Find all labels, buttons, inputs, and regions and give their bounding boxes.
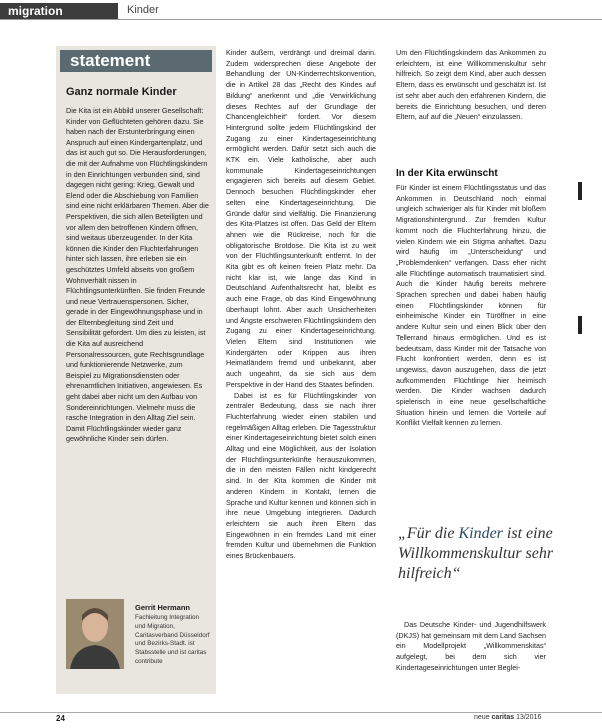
article-column-right-bottom <box>396 620 546 674</box>
page-number: 24 <box>56 714 65 723</box>
paragraph: Um den Flüchtlingskindern das Ankommen zu erleichtern, ist eine Willkommenskultur sehr hilfreich. So zeigt dem Kind, aber auch dessen Eltern, dass es erwünscht und geschätzt ist. Ist ist sehr aber auch den erfahrenen Kindern, die bereits die Einrichtung besuchen, und deren Eltern, auf auf die „Neuen“ einzulassen. <box>396 48 546 122</box>
portrait-image <box>66 599 124 669</box>
quote-highlight: Kinder <box>458 525 503 542</box>
article-column-middle <box>226 48 376 562</box>
header-divider <box>0 19 602 20</box>
pull-quote <box>398 524 588 584</box>
section-subheading: In der Kita erwünscht <box>396 168 498 179</box>
paragraph: Kinder äußern, verdrängt und dreimal darin. Zudem widersprechen diese Angebote der Behandlung der UN-Kinderrechtskonvention, die in Artikel 28 das „Recht des Kindes auf Bildung“ anerkennt und „die Verwirklichung dieses Rechtes auf der Grundlage der Chancengleichheit“ fordert. Vor diesem Hintergrund sollte jedem Flüchtlingskind der Zugang zu einer Kindertageseinrichtung ermöglicht werden. Dafür setzt sich auch die KTK ein. Viele katholische, aber auch kommunale Kindertageseinrichtungen engagieren sich bereits auf diesem Gebiet. Dennoch besuchen Flüchtlingskinder eher selten eine Kindertageseinrichtung. Die Gründe dafür sind vielfältig. Die Finanzierung des Kita-Platzes ist offen. Das Geld der Eltern ahnen wie die Rückreise, noch für die obligatorische Brotdose. Die Kita ist zu weit von der Flüchtlingsunterkunft entfernt. In der Kita gibt es oft keinen freien Platz mehr. Da nicht klar ist, wie lange das Kind in Deutschland Aufenthaltsrecht hat, bleibt es auch eine Frage, ob das Kind Eingewöhnung überhaupt lohnt. Aber auch Unsicherheiten und Ängste erschweren Flüchtlingskindern den Zugang zu einer Kindertageseinrichtung. Vielen Eltern sind Institutionen wie Kindergärten oder Krippen aus ihren Heimatländern fremd und unbekannt, aber auch ungeahnt, da sie sich aus dem Perspektive in der Hand des Staates befinden. <box>226 48 376 389</box>
footer-magazine <box>474 714 541 721</box>
article-column-right-top <box>396 48 546 123</box>
paragraph: Dabei ist es für Flüchtlingskinder von zentraler Bedeutung, dass sie nach ihrer Fluchterfahrung wieder einen stabilen und regelmäßigen Alltag erleben. Die Tagesstruktur einer Kindertageseinrichtung bietet solch einen Alltag und eine Möglichkeit, aus der Isolation der Flüchtlingsunterkünfte herauszukommen, die in den meisten Fällen nicht kindgerecht sind. In der Kita kommen die Kinder mit anderen Kindern in Kontakt, lernen die Sprache und Kultur kennen und können sich in ihre neue Umgebung integrieren. Dadurch erleichtern sie auch ihren Eltern das Eingewöhnen in ein fremdes Land mit einer fremden Kultur und übernehmen die Funktion eines Brückenbauers. <box>226 390 376 561</box>
quote-open: „Für die <box>398 525 459 542</box>
author-bio: Fachleitung Integration und Migration, Caritasverband Düsseldorf und Bezirks-Stadt. ist Stabsstelle und ist caritas contribute <box>135 614 210 665</box>
edge-marker <box>578 316 582 334</box>
article-column-right-body <box>396 183 546 429</box>
statement-banner: statement <box>60 50 212 72</box>
paragraph: Für Kinder ist einem Flüchtlingsstatus und das Ankommen in Deutschland noch einmal ungleich schwieriger als für Kinder mit bloßem Migrationshintergrund. Zur fremden Kultur kommt noch die Fluchterfahrung hinzu, die vielen Kindern wie ein Stigma anhaftet. Dazu wird häufig im „Unterscheidung“ und „Problemdenken“ verfangen. Dass eher nicht alle Flüchtlinge automatisch traumatisiert sind. Auch die Kinder häufig bereits mehrere Sprachen sprechen und dabei haben häufig einen Flüchtlingskinder können für einheimische Kinder ein Türöffner in eine andere Kultur sein und einen Blick über den Tellerrand hinaus ermöglichen. Und es ist bedeutsam, dass Kinder mit der Tatsache von Flucht konfrontiert werden, denn es ist ungewiss, davon auszugehen, dass die jetzt aufkommenden Flüchtlinge hier heimisch werden. Die Kinder wachsen dadurch spielerisch in eine neue gesellschaftliche Situation hinein und lernen die Vorteile auf Konflikt Vielfalt kennen zu lernen. <box>396 183 546 428</box>
page-header <box>0 0 602 20</box>
edge-marker <box>578 182 582 200</box>
author-name: Gerrit Hermann <box>135 603 191 612</box>
footer-divider <box>0 712 602 713</box>
sidebar-title: Ganz normale Kinder <box>66 86 177 98</box>
paragraph: Das Deutsche Kinder- und Jugendhilfswerk (DKJS) hat gemeinsam mit dem Land Sachsen ein Modellprojekt „Willkommenskitas“ aufgelegt, bei dem sich vier Kindertageseinrichtungen unter Beglei- <box>396 620 546 672</box>
sidebar-body: Die Kita ist ein Abbild unserer Gesellschaft: Kinder von Geflüchteten gehören dazu. Sie haben nach der Erstunterbringung einen Anspruch auf einen Kindergartenplatz, und das ist auch gut so. Die Herausforderungen, die mit der Aufnahme von Flüchtlingskindern in den Einrichtungen verbunden sind, sind dagegen nicht gering: Krieg, Gewalt und Elend oder die Abschiebung von Familien sind eine nicht erklärbaren Themen. Aber die Perspektiven, die sich allen Beteiligten und vor allem den betroffenen Kindern öffnen, sind weitaus überzeugender. In der Kita können die Kinder den Fluchterfahrungen hinter sich lassen, ihre erleben sie ein geschütztes Umfeld abseits von großem Wohnverhält nissen in Flüchtlingsunterkünften. Sie finden Freunde und neue Vertrauenspersonen. Sicher, gerade in der Eingewöhnungsphase und in der Elternbegleitung sind Zeit und Sensibilität gefordert. Um dies zu leisten, ist die Kita auf ausreichend Personalressourcen, gute Rechtsgrundlage und funktionierende Netzwerke, zum Beispiel zu Migrationsdiensten oder ehrenamtlichen Initiativen, angewiesen. Es geht dabei aber nicht um den Aufbau von Sondereinrichtungen. Vielmehr muss die rasche Integration in den Alltag Ziel sein. Damit Flüchtlingskinder wieder ganz gewöhnliche Kinder sein dürfen. <box>66 106 209 444</box>
quote-rest: ist eine Willkommenskultur sehr hilfreich“ <box>398 525 554 582</box>
magazine-name-a: neue <box>474 714 490 721</box>
magazine-name-b: caritas <box>491 714 515 721</box>
author-photo <box>66 599 124 669</box>
subsection-label: Kinder <box>127 4 159 16</box>
issue-number: 13/2016 <box>516 714 542 721</box>
section-label: migration <box>0 3 118 19</box>
